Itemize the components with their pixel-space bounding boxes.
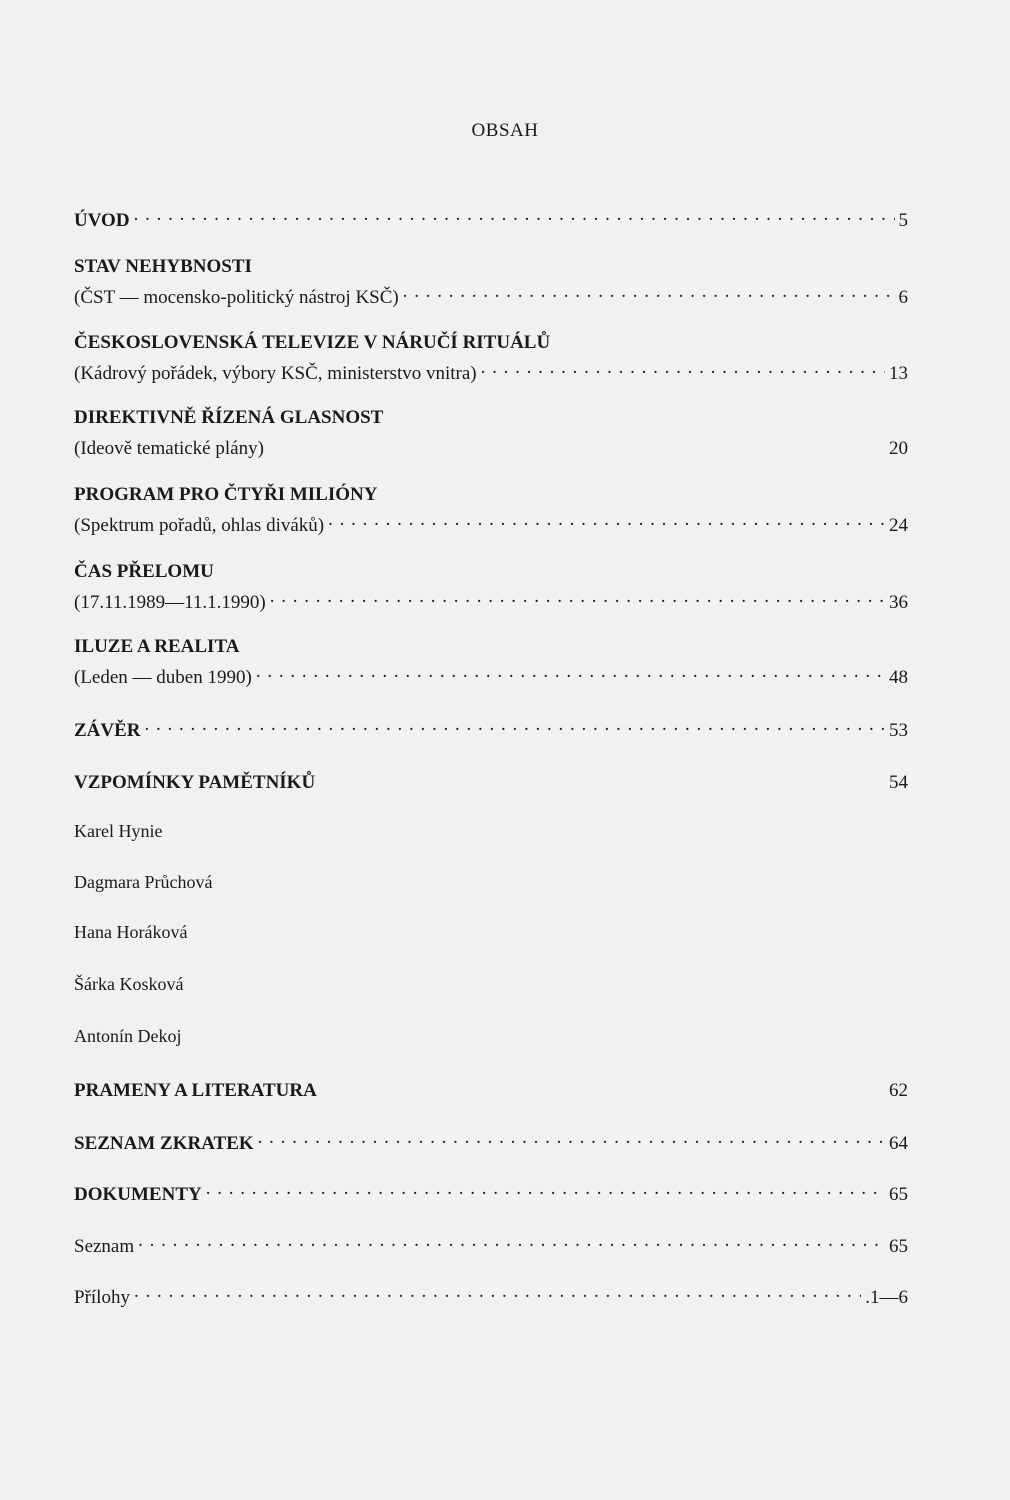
toc-page-number: 24 [889,515,908,536]
toc-chapter-heading: ILUZE A REALITA [74,636,240,657]
toc-page-number: 53 [889,720,908,741]
leader-dots [328,509,885,531]
toc-page-number: 13 [889,363,908,384]
toc-entry-label: DOKUMENTY [74,1184,202,1205]
leader-dots [134,204,895,226]
toc-entry [74,561,908,614]
leader-dots [258,1127,885,1149]
toc-entry-label: (Leden — duben 1990) [74,667,252,688]
toc-entry-label: Přílohy [74,1287,130,1308]
leader-dots [403,281,895,303]
toc-entry-label: VZPOMÍNKY PAMĚTNÍKŮ [74,772,316,793]
leader-dots [138,1230,885,1252]
toc-entry-label: (ČST — mocensko-politický nástroj KSČ) [74,287,399,308]
toc-chapter-heading: ČESKOSLOVENSKÁ TELEVIZE V NÁRUČÍ RITUÁLŮ [74,332,551,353]
toc-page-number: 36 [889,592,908,613]
toc-entry [74,484,908,537]
toc-page-number: 65 [889,1184,908,1205]
toc-chapter-heading: ČAS PŘELOMU [74,561,214,582]
witness-name: Antonín Dekoj [74,1026,182,1046]
leader-dots [134,1281,861,1303]
toc-entry-label: (Spektrum pořadů, ohlas diváků) [74,515,325,536]
toc-entry-label: PRAMENY A LITERATURA [74,1080,317,1101]
witness-name: Dagmara Průchová [74,872,213,892]
toc-entry-label: ÚVOD [74,210,130,231]
toc-entry [74,332,908,385]
toc-page-number: 65 [889,1236,908,1257]
leader-dots [481,357,885,379]
toc-entry [74,1281,908,1309]
toc-entry [74,1230,908,1258]
leader-dots [270,586,885,608]
toc-page-number: 6 [898,287,908,308]
toc-entry [74,204,908,232]
toc-entry [74,1178,908,1206]
leader-dots [145,714,885,736]
toc-entry-label: (17.11.1989—11.1.1990) [74,592,266,613]
leader-dots [256,661,885,683]
toc-entry-label: ZÁVĚR [74,720,141,741]
witness-name: Hana Horáková [74,922,188,942]
toc-page-number: 48 [889,667,908,688]
witness-name: Šárka Kosková [74,974,184,994]
toc-page-number: 62 [889,1080,908,1101]
toc-page-number: .1—6 [865,1287,908,1308]
toc-entry [74,1127,908,1155]
witness-name: Karel Hynie [74,821,163,841]
toc-chapter-heading: PROGRAM PRO ČTYŘI MILIÓNY [74,484,378,505]
toc-entry-label: SEZNAM ZKRATEK [74,1133,254,1154]
toc-entry-label: Seznam [74,1236,135,1257]
toc-page-number: 54 [889,772,908,793]
toc-entry-label: (Ideově tematické plány) [74,438,264,459]
toc-chapter-heading: DIREKTIVNĚ ŘÍZENÁ GLASNOST [74,407,384,428]
toc-entry [74,766,908,794]
toc-entry-label: (Kádrový pořádek, výbory KSČ, ministerstvo vnitra) [74,363,477,384]
toc-entry [74,407,908,460]
toc-entry [74,636,908,689]
toc-entry [74,1074,908,1102]
toc-entry [74,256,908,309]
toc-entry [74,714,908,742]
toc-page-number: 20 [889,438,908,459]
toc-page-number: 64 [889,1133,908,1154]
toc-page-number: 5 [898,210,908,231]
page-title: OBSAH [471,120,539,141]
toc-chapter-heading: STAV NEHYBNOSTI [74,256,252,277]
leader-dots [206,1178,885,1200]
